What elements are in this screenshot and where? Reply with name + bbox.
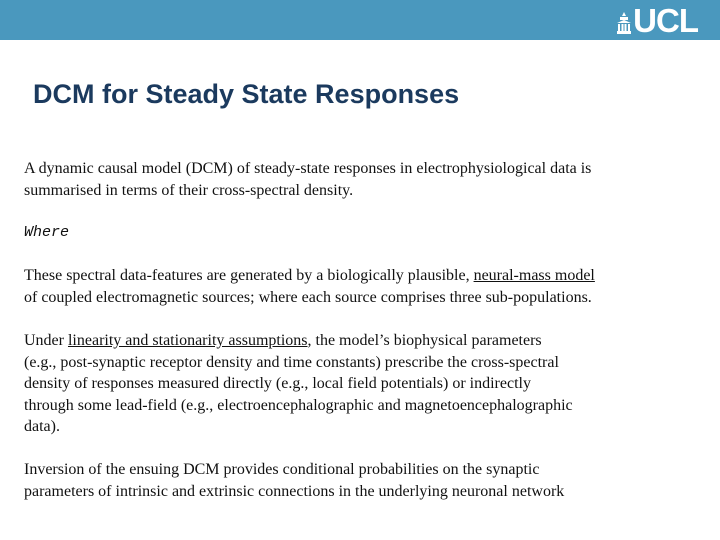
features-line-1-text: These spectral data-features are generated by a biologically plausible,: [24, 267, 474, 284]
assumptions-line-1-post: , the model’s biophysical parameters: [307, 332, 542, 349]
intro-paragraph: [24, 158, 591, 201]
features-line-1: [24, 265, 595, 287]
page-title: DCM for Steady State Responses: [33, 79, 460, 109]
assumptions-line-3: density of responses measured directly (e.g., local field potentials) or indirectly: [24, 375, 531, 392]
linearity-assumptions-link[interactable]: linearity and stationarity assumptions: [67, 332, 308, 349]
neural-mass-model-link[interactable]: neural-mass model: [473, 267, 595, 284]
assumptions-line-5: data).: [24, 418, 60, 435]
ucl-logo: [617, 2, 698, 39]
inversion-paragraph: [24, 459, 564, 502]
logo-text: UCL: [633, 2, 698, 39]
portico-icon: [617, 12, 631, 34]
assumptions-line-4: through some lead-field (e.g., electroencephalographic and magnetoencephalographic: [24, 396, 573, 414]
assumptions-line-2: (e.g., post-synaptic receptor density and time constants) prescribe the cross-spectral: [24, 353, 559, 371]
features-paragraph: [24, 265, 595, 308]
inversion-line-2: parameters of intrinsic and extrinsic connections in the underlying neuronal network: [24, 482, 565, 500]
intro-line-2: summarised in terms of their cross-spectral density.: [24, 181, 354, 199]
assumptions-line-1-pre: Under: [24, 332, 68, 349]
header-bar: [0, 0, 720, 40]
assumptions-line-1: [24, 330, 573, 352]
assumptions-paragraph: [24, 330, 573, 438]
intro-line-1: A dynamic causal model (DCM) of steady-state responses in electrophysiological data is: [24, 160, 592, 177]
features-line-2: of coupled electromagnetic sources; where each source comprises three sub-populations.: [24, 288, 592, 306]
inversion-line-1: Inversion of the ensuing DCM provides conditional probabilities on the synaptic: [24, 461, 540, 478]
where-label: Where: [24, 224, 70, 241]
